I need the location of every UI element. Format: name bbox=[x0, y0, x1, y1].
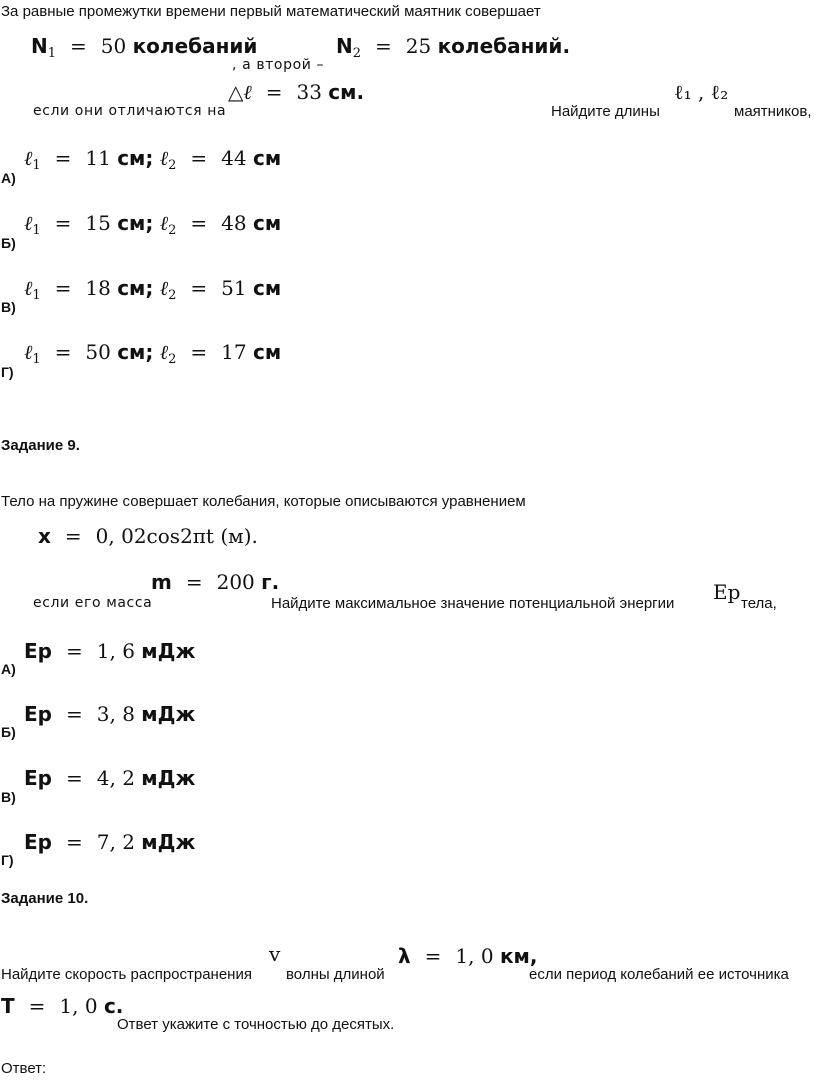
n1-symbol: N bbox=[31, 34, 48, 58]
formula-n2: $N_2 = 25$ колебаний. bbox=[336, 34, 571, 61]
task8-option-c-formula: ℓ$_1$ = 18 см; ℓ$_2$ = 51 см bbox=[24, 276, 282, 303]
formula-lambda: λ = 1, 0 км, bbox=[398, 944, 538, 968]
formula-delta-l: △ℓ = 33 см. bbox=[228, 80, 365, 104]
formula-v: v bbox=[269, 942, 281, 966]
n2-subscript: 2 bbox=[352, 46, 362, 61]
task9-option-d-formula: Ep = 7, 2 мДж bbox=[24, 830, 196, 854]
delta-l-value: 33 bbox=[296, 80, 322, 104]
task10-heading: Задание 10. bbox=[1, 890, 89, 907]
task9-option-c-label: В) bbox=[1, 789, 16, 805]
task9-option-b-label: Б) bbox=[1, 724, 16, 740]
lambda-value: 1, 0 bbox=[455, 944, 494, 968]
task10-accuracy: Ответ укажите с точностью до десятых. bbox=[117, 1016, 395, 1033]
formula-n1: $N_1 = 50$ колебаний bbox=[31, 34, 258, 61]
task9-find: Найдите максимальное значение потенциальной энергии bbox=[271, 595, 675, 612]
task10-wave: волны длиной bbox=[286, 966, 385, 983]
task8-second: , а второй – bbox=[232, 57, 325, 73]
mass-unit: г. bbox=[261, 570, 280, 594]
task8-option-b-label: Б) bbox=[1, 235, 16, 251]
task9-heading: Задание 9. bbox=[1, 437, 80, 454]
task8-differ: если они отличаются на bbox=[33, 103, 227, 119]
task8-option-d-label: Г) bbox=[1, 364, 14, 380]
delta-l-unit: см. bbox=[328, 80, 365, 104]
task8-option-a-label: А) bbox=[1, 170, 16, 186]
n2-unit: колебаний. bbox=[437, 34, 571, 58]
task9-option-a-label: А) bbox=[1, 661, 16, 677]
n1-unit: колебаний bbox=[132, 34, 258, 58]
task9-body: тела, bbox=[741, 595, 777, 612]
task8-pendulums: маятников, bbox=[734, 103, 812, 120]
task8-option-a-formula: ℓ$_1$ = 11 см; ℓ$_2$ = 44 см bbox=[24, 146, 282, 173]
formula-period: T = 1, 0 с. bbox=[1, 994, 124, 1018]
delta-l-symbol: △ℓ bbox=[228, 80, 252, 104]
task9-option-c-formula: Ep = 4, 2 мДж bbox=[24, 766, 196, 790]
formula-ep: Ep bbox=[713, 580, 741, 604]
task9-option-d-label: Г) bbox=[1, 852, 14, 868]
task9-option-b-formula: Ep = 3, 8 мДж bbox=[24, 702, 196, 726]
lambda-symbol: λ bbox=[398, 944, 411, 968]
equation-rhs: 0, 02cos2πt (м). bbox=[95, 524, 258, 548]
period-value: 1, 0 bbox=[59, 994, 98, 1018]
formula-mass: m = 200 г. bbox=[151, 570, 280, 594]
period-unit: с. bbox=[103, 994, 124, 1018]
lambda-unit: км, bbox=[499, 944, 538, 968]
n2-value: 25 bbox=[405, 34, 432, 58]
formula-equation: x = 0, 02cos2πt (м). bbox=[38, 524, 258, 548]
task10-find-speed: Найдите скорость распространения bbox=[1, 966, 252, 983]
task8-option-c-label: В) bbox=[1, 299, 16, 315]
mass-value: 200 bbox=[216, 570, 255, 594]
task8-option-d-formula: ℓ$_1$ = 50 см; ℓ$_2$ = 17 см bbox=[24, 340, 282, 367]
task8-option-b-formula: ℓ$_1$ = 15 см; ℓ$_2$ = 48 см bbox=[24, 211, 282, 238]
n1-subscript: 1 bbox=[47, 46, 57, 61]
equation-lhs: x bbox=[38, 524, 51, 548]
task10-period-text: если период колебаний ее источника bbox=[529, 966, 789, 983]
task9-option-a-formula: Ep = 1, 6 мДж bbox=[24, 639, 196, 663]
answer-label: Ответ: bbox=[1, 1060, 47, 1077]
task8-intro: За равные промежутки времени первый математический маятник совершает bbox=[1, 3, 541, 20]
n1-value: 50 bbox=[100, 34, 127, 58]
n2-symbol: N bbox=[336, 34, 353, 58]
formula-lengths: ℓ₁ , ℓ₂ bbox=[674, 80, 729, 104]
period-symbol: T bbox=[1, 994, 15, 1018]
task8-find: Найдите длины bbox=[551, 103, 660, 120]
task9-intro: Тело на пружине совершает колебания, которые описываются уравнением bbox=[1, 493, 526, 510]
mass-symbol: m bbox=[151, 570, 172, 594]
task9-mass-text: если его масса bbox=[33, 595, 153, 611]
